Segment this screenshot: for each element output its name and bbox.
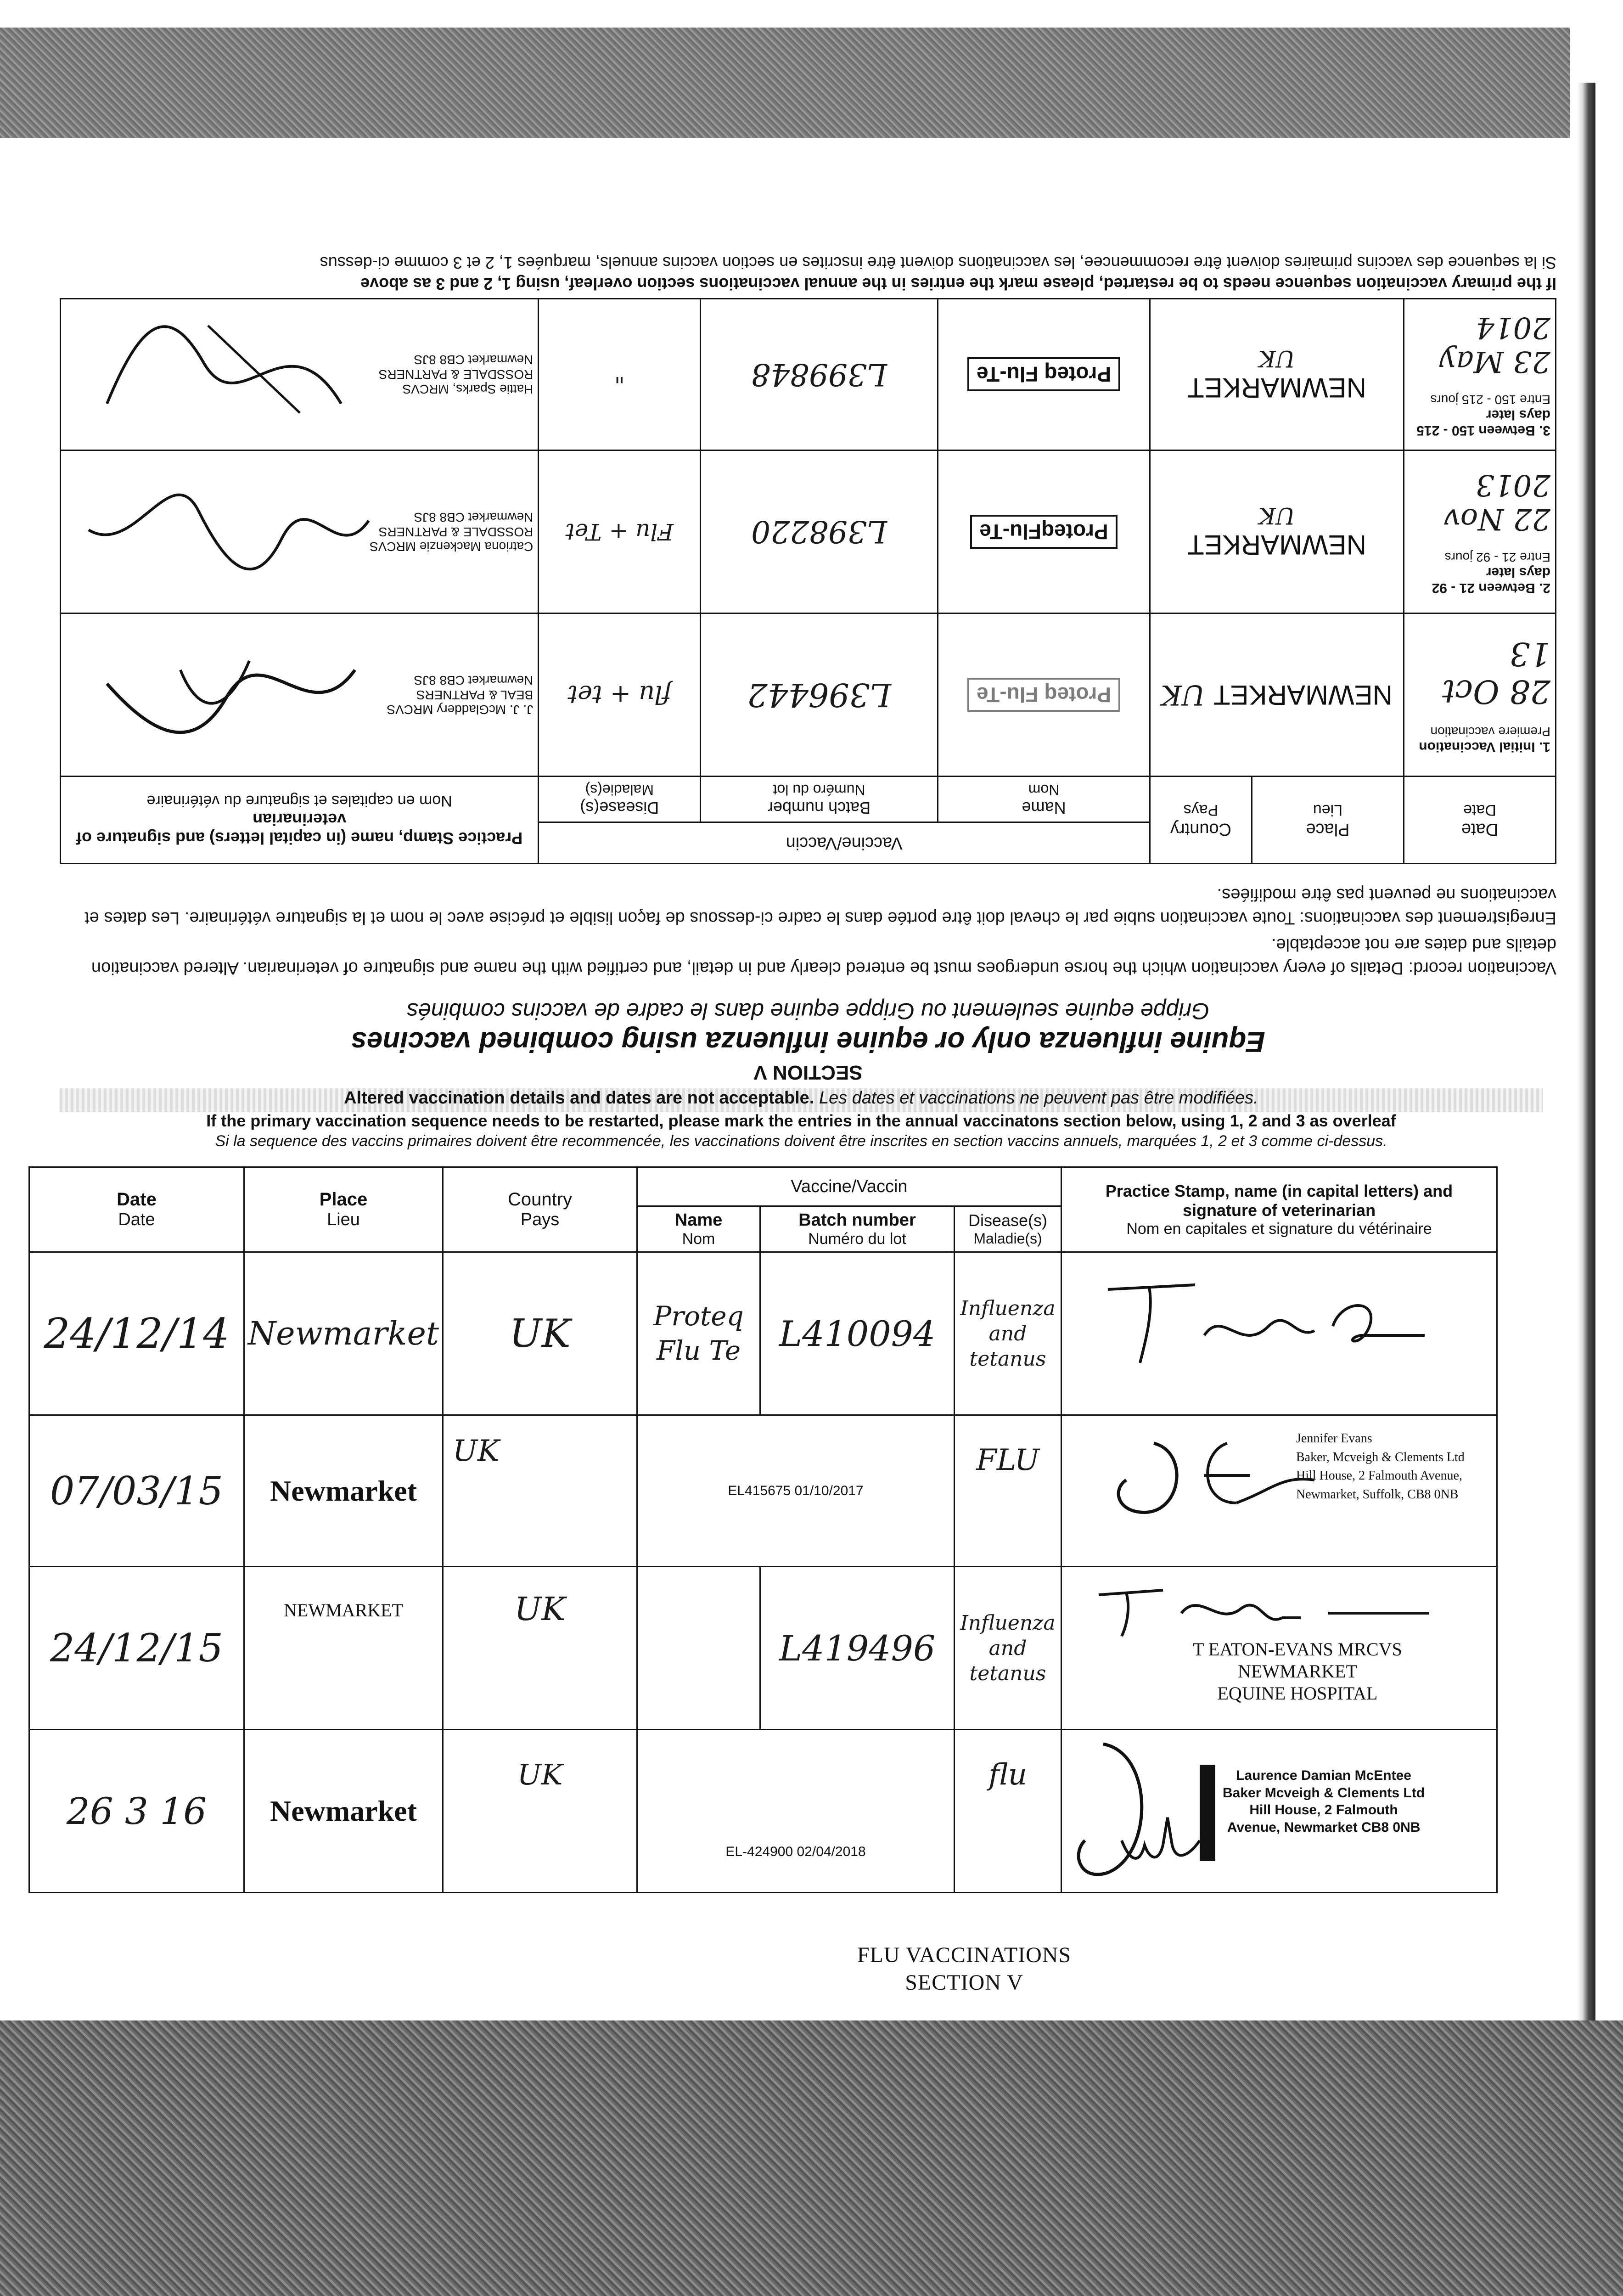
upside-col-disease: Disease(s) Maladie(s) — [539, 776, 701, 822]
upside-stamp: J. J. McGladdery MRCVS BEAL & PARTNERS Newmarket CB8 8JS — [387, 673, 534, 717]
row-place: Newmarket — [244, 1730, 443, 1893]
upside-col-date: Date Date — [1404, 776, 1556, 863]
upside-country: UK — [1258, 502, 1295, 529]
upside-restart-note-fr: Si la sequence des vaccins primaires doivent être recommencee, les vaccinations doivent être inscrites en section vaccins annuels, marquées 1, 2 et 3 comme ci-dessus — [320, 253, 1556, 272]
row-disease: Influenza and tetanus — [955, 1567, 1061, 1730]
row-country: UK — [443, 1730, 637, 1893]
col-disease: Disease(s) Maladie(s) — [955, 1206, 1061, 1252]
upside-col-country: Country Pays — [1150, 776, 1252, 863]
col-batch: Batch number Numéro du lot — [760, 1206, 955, 1252]
upside-place: NEWMARKET — [1213, 679, 1393, 710]
signature-scribble — [1053, 1735, 1204, 1886]
col-place: Place Lieu — [244, 1167, 443, 1252]
row-country: UK — [443, 1567, 637, 1730]
upside-section-title: SECTION V — [753, 1061, 863, 1084]
upside-heading-en: Equine influenza only or equine influenza using combined vaccines — [351, 1026, 1265, 1058]
row-stamp: Jennifer Evans Baker, Mcveigh & Clements Ltd Hill House, 2 Falmouth Avenue, Newmarket, Suffolk, CB8 0NB — [1296, 1431, 1465, 1502]
restart-note-en: If the primary vaccination sequence needs to be restarted, please mark the entries in the annual vaccinatons section below, using 1, 2 and 3 as overleaf — [206, 1111, 1396, 1130]
upside-col-vaccine: Vaccine/Vaccin — [539, 822, 1150, 863]
altered-notice-fr: Les dates et vaccinations ne peuvent pas être modifiées. — [819, 1088, 1258, 1108]
table-row — [29, 1567, 1497, 1730]
signature-scribble — [1099, 1425, 1328, 1531]
row-batch: EL415675 01/10/2017 — [637, 1415, 955, 1567]
upside-row-label: 1. Initial Vaccination — [1419, 739, 1550, 754]
upside-vaccine-name: Proteq Flu-Te — [967, 678, 1120, 712]
upside-col-stamp: Practice Stamp, name (in capital letters) and signature of veterinarian Nom en capitales et signature du vétérinaire — [61, 776, 539, 863]
upside-disease: " — [539, 298, 701, 450]
row-stamp: Laurence Damian McEntee Baker Mcveigh & Clements Ltd Hill House, 2 Falmouth Avenue, Newmarket CB8 0NB — [1223, 1768, 1425, 1835]
row-disease: Influenza and tetanus — [955, 1252, 1061, 1415]
upside-stamp: Catriona Mackenzie MRCVS ROSSDALE & PARTNERS Newmarket CB8 8JS — [369, 510, 534, 554]
upside-country: UK — [1161, 678, 1205, 711]
row-batch: EL-424900 02/04/2018 — [637, 1730, 955, 1893]
altered-notice — [60, 1088, 1543, 1112]
upside-date: 28 Oct 13 — [1442, 635, 1550, 710]
row-place: Newmarket — [244, 1415, 443, 1567]
upside-place: NEWMARKET — [1187, 372, 1367, 403]
upside-row-label-fr: Entre 21 - 92 jours — [1444, 550, 1550, 564]
col-country: Country Pays — [443, 1167, 637, 1252]
upside-batch: L398220 — [701, 450, 938, 613]
upside-row-3 — [61, 298, 1556, 450]
altered-notice-en: Altered vaccination details and dates are not acceptable. — [344, 1088, 814, 1108]
row-disease: FLU — [955, 1415, 1061, 1567]
scan-page-edge — [1577, 83, 1595, 2030]
upside-vaccine-name: Proteq Flu-Te — [967, 357, 1120, 391]
row-date: 24/12/14 — [29, 1252, 244, 1415]
footer-title: FLU VACCINATIONS — [857, 1943, 1072, 1967]
scan-shadow-bottom — [0, 2020, 1623, 2296]
upside-col-place: Place Lieu — [1252, 776, 1404, 863]
table-row — [29, 1415, 1497, 1567]
signature-scribble — [98, 312, 355, 431]
table-row — [29, 1730, 1497, 1893]
row-country: UK — [443, 1252, 637, 1415]
signature-scribble — [1103, 1271, 1434, 1377]
upside-date: 23 May 2014 — [1439, 310, 1550, 379]
upside-row-1 — [61, 613, 1556, 776]
signature-scribble — [1089, 1576, 1438, 1645]
footer-section: SECTION V — [905, 1970, 1023, 1995]
restart-note-fr: Si la sequence des vaccins primaires doivent être recommencée, les vaccinations doivent être inscrites en section vaccins annuels, marquées 1, 2 et 3 comme ci-dessus. — [215, 1132, 1387, 1150]
row-batch: L410094 — [760, 1252, 955, 1415]
scan-shadow-top — [0, 28, 1570, 138]
row-place: NEWMARKET — [244, 1567, 443, 1730]
upside-vaccination-table — [60, 298, 1556, 864]
upside-batch: L396442 — [701, 613, 938, 776]
row-vaccine-name — [637, 1567, 760, 1730]
vet-stamp-bar — [1200, 1765, 1215, 1861]
upside-record-text-en: Vaccination record: Details of every vaccination which the horse undergoes must be entered clearly and in detail, and certified with the name and signature of veterinarian. Altered vaccination details and dates are not acceptable. — [91, 934, 1556, 978]
row-stamp: T EATON-EVANS MRCVS NEWMARKET EQUINE HOSPITAL — [1193, 1639, 1402, 1704]
upside-country: UK — [1258, 345, 1295, 372]
table-row — [29, 1252, 1497, 1415]
row-date: 26 3 16 — [29, 1730, 244, 1893]
signature-scribble — [79, 475, 373, 585]
row-disease: flu — [955, 1730, 1061, 1893]
upside-disease: flu + tet — [539, 613, 701, 776]
upside-record-text-fr: Enregistrement des vaccinations: Toute vaccination subie par le cheval doit être portée dans le cadre ci-dessous de façon lisible et précise avec le nom et la signature vétérinaire. Les dates et vaccinations ne peuvent pas être modifiées. — [84, 885, 1556, 928]
vaccination-table — [28, 1166, 1498, 1893]
upside-row-2 — [61, 450, 1556, 613]
upside-row-label: 2. Between 21 - 92 days later — [1432, 564, 1550, 596]
upside-vaccine-name: ProteqFlu-Te — [970, 515, 1117, 549]
signature-scribble — [89, 633, 364, 753]
upside-place: NEWMARKET — [1187, 529, 1367, 561]
upside-row-label-fr: Entre 150 - 215 jours — [1430, 393, 1550, 407]
col-vaccine: Vaccine/Vaccin — [637, 1167, 1061, 1206]
col-stamp: Practice Stamp, name (in capital letters) and signature of veterinarian Nom en capitales et signature du vétérinaire — [1061, 1167, 1497, 1252]
row-country: UK — [443, 1415, 637, 1567]
row-vaccine-name: Proteq Flu Te — [637, 1252, 760, 1415]
row-batch: L419496 — [760, 1567, 955, 1730]
upside-restart-note-en: If the primary vaccination sequence needs to be restarted, please mark the entries in the annual vaccinations section overleaf, using 1, 2 and 3 as above — [360, 274, 1556, 293]
upside-heading-fr: Grippe equine seulement ou Grippe equine dans le cadre de vaccins combinés — [406, 998, 1210, 1024]
upside-row-label-fr: Premiere vaccination — [1430, 724, 1550, 739]
upside-batch: L399848 — [701, 298, 938, 450]
upside-date: 22 Nov 2013 — [1443, 467, 1550, 536]
col-date: Date Date — [29, 1167, 244, 1252]
upside-disease: Flu + Tet — [539, 450, 701, 613]
row-date: 24/12/15 — [29, 1567, 244, 1730]
upside-down-section — [60, 220, 1556, 1084]
upside-row-label: 3. Between 150 - 215 days later — [1416, 407, 1550, 439]
upside-col-name: Name Nom — [938, 776, 1150, 822]
upside-col-batch: Batch number Numéro du lot — [701, 776, 938, 822]
row-date: 07/03/15 — [29, 1415, 244, 1567]
col-name: Name Nom — [637, 1206, 760, 1252]
upside-stamp: Hattie Sparks, MRCVS ROSSDALE & PARTNERS Newmarket CB8 8JS — [378, 353, 534, 397]
row-place: Newmarket — [244, 1252, 443, 1415]
